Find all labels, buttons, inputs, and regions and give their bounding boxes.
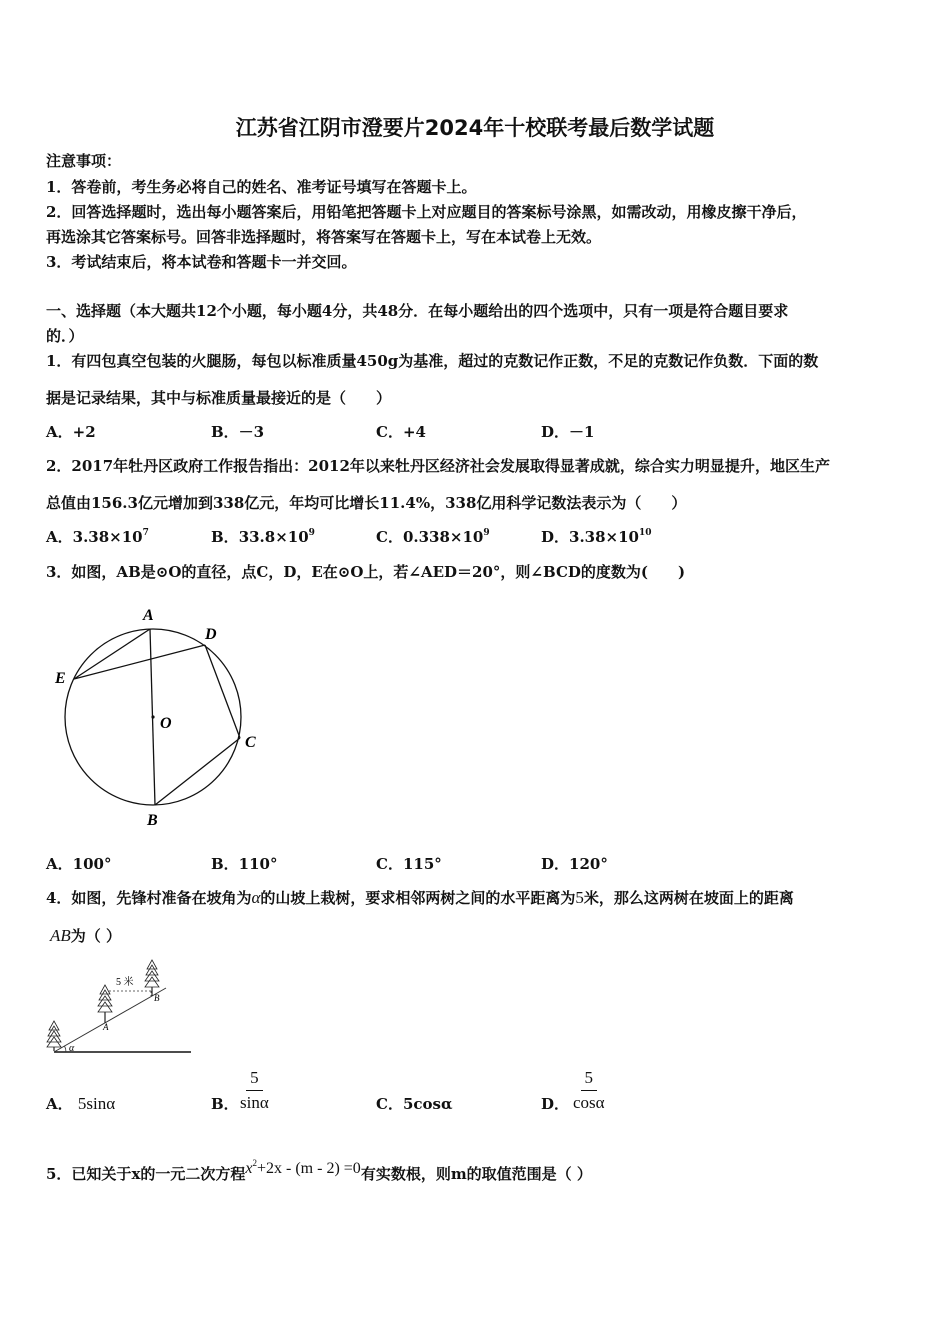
- chord-cb: [155, 738, 240, 805]
- q3-stem: 3．如图，AB是⊙O的直径，点C，D，E在⊙O上，若∠AED＝20°，则∠BCD的度数为( ): [46, 563, 686, 581]
- q2-stem-line-2: 总值由156.3亿元增加到338亿元，年均可比增长11.4%，338亿用科学记数法表示为（ ）: [46, 494, 687, 512]
- page-title: 江苏省江阴市澄要片2024年十校联考最后数学试题: [235, 116, 715, 140]
- q4-stem-line-1: 4．如图，先锋村准备在坡角为α的山坡上栽树，要求相邻两树之间的水平距离为5米，那么这两树在坡面上的距离: [46, 888, 794, 907]
- q4-option-d-fraction: [573, 1068, 605, 1113]
- notice-heading: 注意事项：: [46, 152, 122, 170]
- q3-option-b: B．110°: [211, 855, 278, 873]
- q3-circle-figure: [40, 600, 280, 835]
- tree-b-icon: [145, 960, 159, 996]
- tree-1-icon: [47, 1021, 61, 1051]
- chord-ed: [74, 645, 205, 679]
- q3-option-c: C．115°: [376, 855, 442, 873]
- q2-stem-line-1: 2．2017年牡丹区政府工作报告指出：2012年以来牡丹区经济社会发展取得显著成就，综合实力明显提升，地区生产: [46, 457, 830, 475]
- q1-option-a: A．+2: [46, 423, 96, 441]
- q4-option-b-label: B．: [211, 1095, 239, 1113]
- q4-option-d-label: D．: [541, 1095, 570, 1113]
- q3-option-d: D．120°: [541, 855, 608, 873]
- label-a: A: [143, 607, 154, 624]
- q4-option-b-denominator: sinα: [240, 1093, 269, 1112]
- q1-option-c: C．+4: [376, 423, 426, 441]
- label-b: B: [147, 812, 158, 829]
- notice-item-2-line-1: 2．回答选择题时，选出每小题答案后，用铅笔把答题卡上对应题目的答案标号涂黑，如需改动，用橡皮擦干净后，: [46, 203, 807, 221]
- label-e: E: [55, 670, 66, 687]
- alpha-label: α: [69, 1043, 75, 1054]
- label-d: D: [205, 626, 217, 643]
- label-o: O: [160, 715, 172, 732]
- point-a-label: A: [103, 1022, 109, 1032]
- q1-option-d: D．－1: [541, 423, 595, 441]
- point-b-label: B: [154, 993, 160, 1003]
- q2-option-a: A．$3.38\times 10^7$: [46, 528, 149, 546]
- chord-ea: [74, 629, 150, 679]
- q4-stem-line-2: AB为（ ）: [50, 926, 122, 945]
- label-c: C: [245, 734, 256, 751]
- q4-option-a: A． 5sinα: [46, 1094, 116, 1113]
- q4-option-b-numerator: 5: [246, 1068, 263, 1091]
- q1-stem-line-2: 据是记录结果，其中与标准质量最接近的是（ ）: [46, 389, 392, 407]
- q2-option-b: B．$33.8\times 10^9$: [211, 528, 315, 546]
- notice-item-3: 3．考试结束后，将本试卷和答题卡一并交回。: [46, 253, 357, 271]
- q4-option-d-denominator: cosα: [573, 1093, 605, 1112]
- notice-item-2-line-2: 再选涂其它答案标号。回答非选择题时，将答案写在答题卡上，写在本试卷上无效。: [46, 228, 602, 246]
- q1-option-b: B．－3: [211, 423, 265, 441]
- q5-stem: 5．已知关于x的一元二次方程$x^2+2x - (m - 2) =0$有实数根，则m的取值范围是（ ）: [46, 1158, 592, 1183]
- q4-slope-figure: [42, 955, 194, 1057]
- q2-option-c: C．$0.338\times 10^9$: [376, 528, 490, 546]
- q2-option-d: D．$3.38\times 10^{10}$: [541, 528, 652, 546]
- center-dot: [151, 715, 154, 718]
- chord-dc: [205, 645, 240, 738]
- q4-option-d-numerator: 5: [581, 1068, 598, 1091]
- distance-label: 5 米: [116, 977, 134, 988]
- q1-stem-line-1: 1．有四包真空包装的火腿肠，每包以标准质量450g为基准，超过的克数记作正数，不足的克数记作负数．下面的数: [46, 352, 819, 370]
- q3-option-a: A．100°: [46, 855, 112, 873]
- q4-option-c: C．5cosα: [376, 1095, 453, 1113]
- angle-arc: [65, 1046, 67, 1052]
- section-heading-line-2: 的．）: [46, 327, 84, 345]
- q4-option-b-fraction: [240, 1068, 269, 1113]
- section-heading-line-1: 一、选择题（本大题共12个小题，每小题4分，共48分．在每小题给出的四个选项中，只有一项是符合题目要求: [46, 302, 789, 320]
- notice-item-1: 1．答卷前，考生务必将自己的姓名、准考证号填写在答题卡上。: [46, 178, 477, 196]
